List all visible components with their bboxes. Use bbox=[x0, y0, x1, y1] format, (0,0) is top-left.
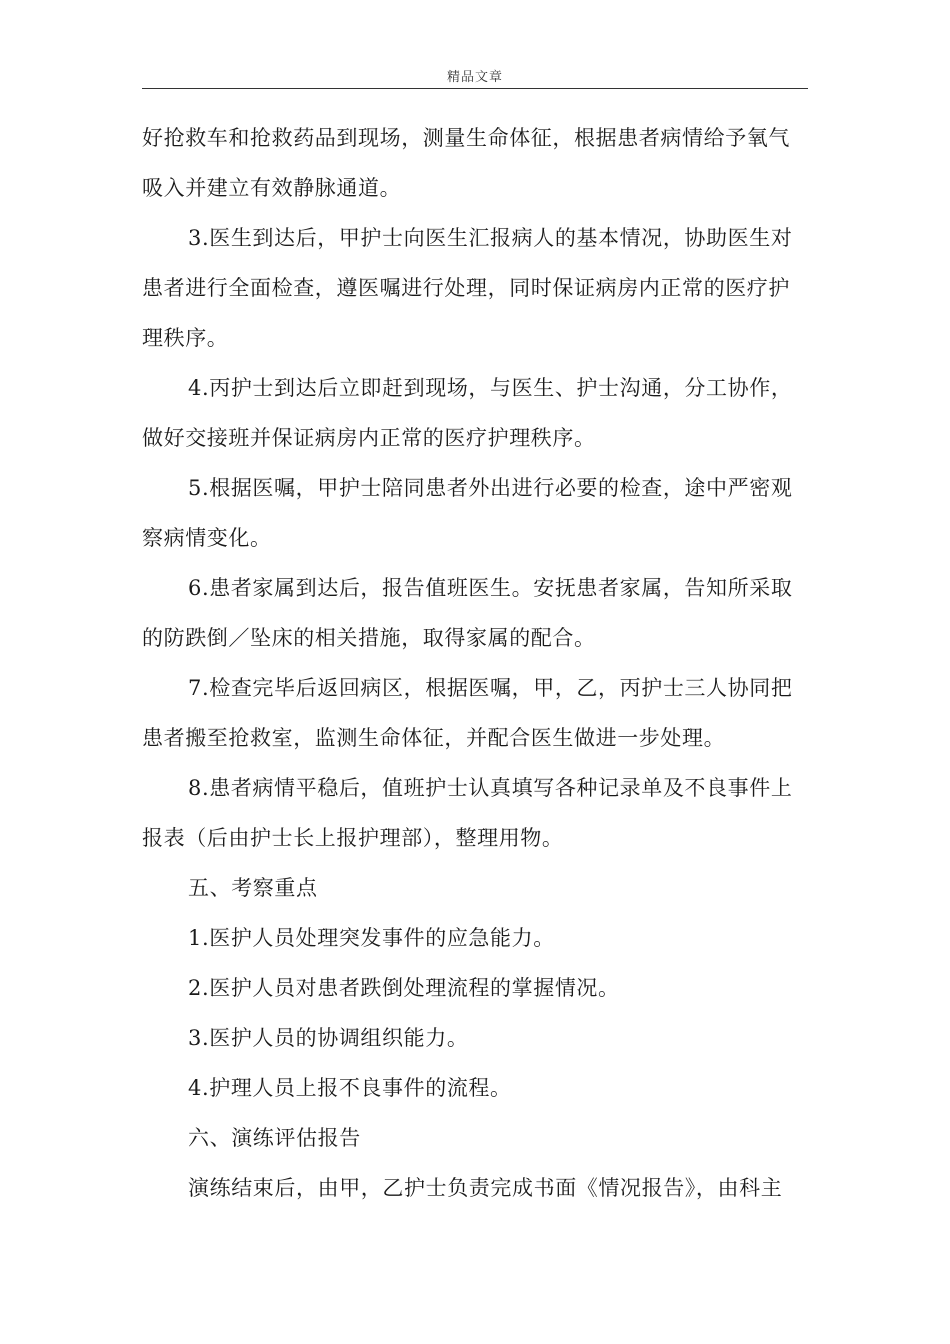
text-line: 5.根据医嘱，甲护士陪同患者外出进行必要的检查，途中严密观 bbox=[188, 476, 793, 500]
text-line: 4.丙护士到达后立即赶到现场，与医生、护士沟通，分工协作， bbox=[188, 376, 793, 400]
text-line: 8.患者病情平稳后，值班护士认真填写各种记录单及不良事件上 bbox=[188, 776, 793, 800]
text-line: 患者搬至抢救室，监测生命体征，并配合医生做进一步处理。 bbox=[142, 726, 726, 750]
section-heading: 五、考察重点 bbox=[188, 876, 318, 900]
document-body bbox=[142, 113, 810, 1213]
text-line: 的防跌倒／坠床的相关措施，取得家属的配合。 bbox=[142, 626, 596, 650]
text-line: 4.护理人员上报不良事件的流程。 bbox=[188, 1076, 512, 1100]
text-line: 做好交接班并保证病房内正常的医疗护理秩序。 bbox=[142, 426, 596, 450]
text-line: 3.医生到达后，甲护士向医生汇报病人的基本情况，协助医生对 bbox=[188, 226, 793, 250]
text-line: 吸入并建立有效静脉通道。 bbox=[142, 176, 402, 200]
text-line: 好抢救车和抢救药品到现场，测量生命体征，根据患者病情给予氧气 bbox=[142, 126, 790, 150]
text-line: 察病情变化。 bbox=[142, 526, 272, 550]
text-line: 理秩序。 bbox=[142, 326, 229, 350]
text-line: 2.医护人员对患者跌倒处理流程的掌握情况。 bbox=[188, 976, 620, 1000]
text-line: 3.医护人员的协调组织能力。 bbox=[188, 1026, 469, 1050]
text-line: 6.患者家属到达后，报告值班医生。安抚患者家属，告知所采取 bbox=[188, 576, 793, 600]
text-line: 报表（后由护士长上报护理部），整理用物。 bbox=[142, 826, 564, 850]
text-line: 1.医护人员处理突发事件的应急能力。 bbox=[188, 926, 555, 950]
section-heading: 六、演练评估报告 bbox=[188, 1126, 361, 1150]
text-line: 演练结束后，由甲，乙护士负责完成书面《情况报告》，由科主 bbox=[188, 1176, 783, 1200]
header-title: 精品文章 bbox=[446, 70, 503, 85]
page-header bbox=[142, 66, 808, 89]
text-line: 患者进行全面检查，遵医嘱进行处理，同时保证病房内正常的医疗护 bbox=[142, 276, 790, 300]
text-line: 7.检查完毕后返回病区，根据医嘱，甲，乙，丙护士三人协同把 bbox=[188, 676, 793, 700]
